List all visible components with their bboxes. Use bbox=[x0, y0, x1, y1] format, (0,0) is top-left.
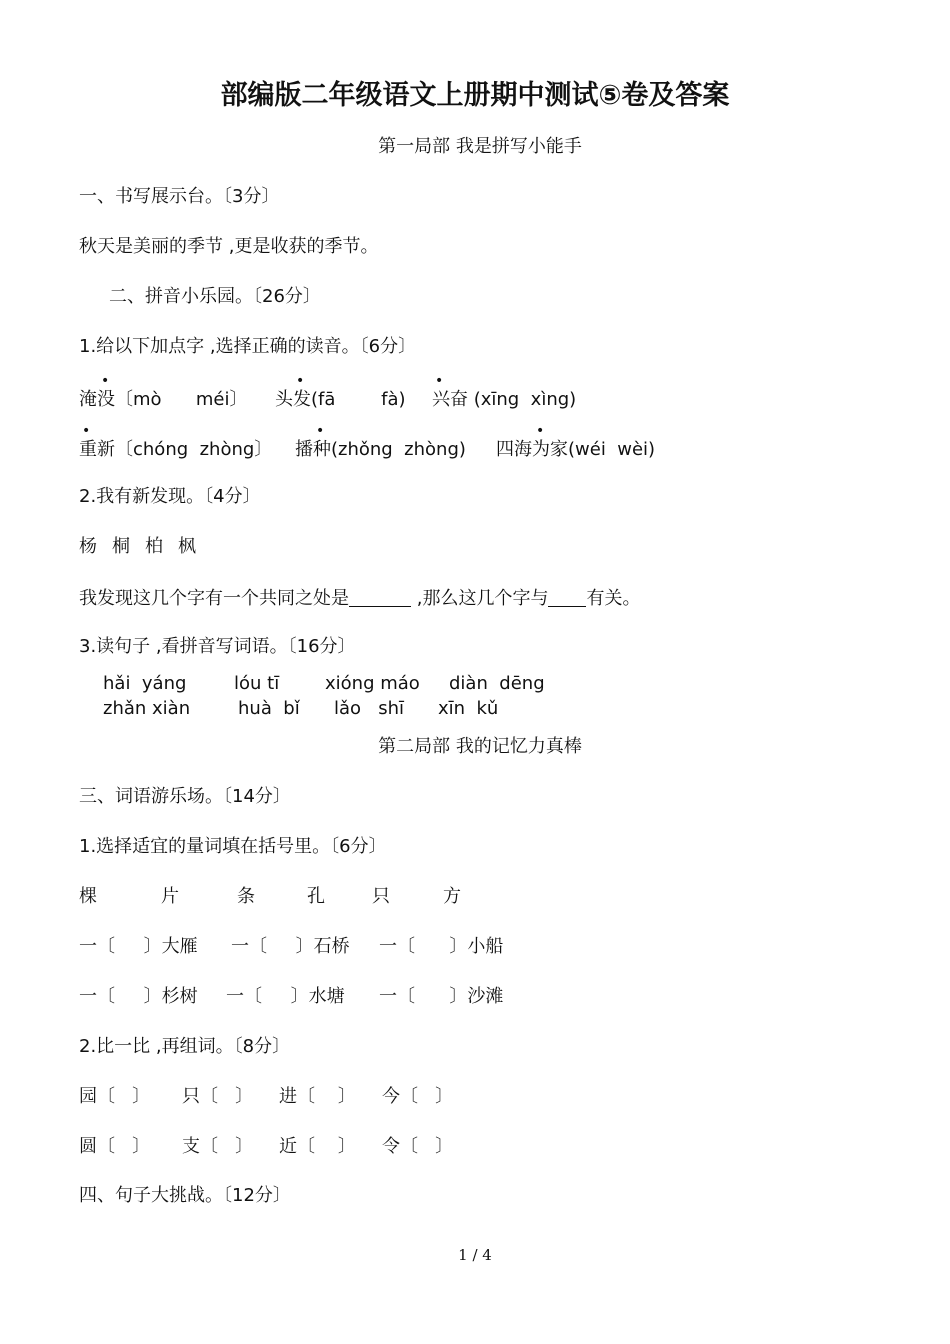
measure-word: 棵 bbox=[79, 886, 97, 907]
answer-blank[interactable] bbox=[349, 588, 411, 607]
reading-item: • 四海为家(wéi wèi) bbox=[496, 423, 656, 460]
pinyin-word: diàn dēng bbox=[449, 673, 545, 694]
pinyin-word: hǎi yáng bbox=[103, 673, 187, 694]
emphasis-dot-icon: • bbox=[296, 373, 305, 389]
fill-in-item[interactable]: 一〔 〕小船 bbox=[379, 936, 504, 957]
document-title: 部编版二年级语文上册期中测试⑤卷及答案 bbox=[220, 80, 730, 111]
q1-sentence: 秋天是美丽的季节 ,更是收获的季节。 bbox=[79, 236, 379, 257]
q2-3-heading: 3.读句子 ,看拼音写词语。〔16分〕 bbox=[79, 636, 356, 657]
reading-item: • 重新〔chóng zhòng〕 bbox=[79, 423, 273, 460]
emphasis-dot-icon: • bbox=[435, 373, 444, 389]
reading-item: • 淹没〔mò méi〕 bbox=[79, 373, 248, 410]
word-with-dot: • 淹没 bbox=[79, 373, 115, 410]
emphasis-dot-icon: • bbox=[82, 423, 91, 439]
fill-in-item[interactable]: 一〔 〕大雁 bbox=[79, 936, 198, 957]
word-with-dot: • 头发 bbox=[275, 373, 311, 410]
compare-item[interactable]: 近〔 〕 bbox=[279, 1136, 356, 1157]
pinyin-word: huà bǐ bbox=[238, 698, 300, 719]
word-with-dot: • 四海为家 bbox=[496, 423, 568, 460]
character: 杨 bbox=[79, 536, 97, 557]
pinyin-word: lóu tī bbox=[234, 673, 280, 694]
character: 柏 bbox=[145, 536, 163, 557]
fill-in-item[interactable]: 一〔 〕石桥 bbox=[231, 936, 350, 957]
part-two-heading: 第二局部 我的记忆力真棒 bbox=[378, 736, 582, 757]
fill-in-item[interactable]: 一〔 〕杉树 bbox=[79, 986, 198, 1007]
compare-item[interactable]: 圆〔 〕 bbox=[79, 1136, 151, 1157]
measure-word: 只 bbox=[372, 886, 390, 907]
compare-item[interactable]: 支〔 〕 bbox=[182, 1136, 254, 1157]
emphasis-dot-icon: • bbox=[536, 423, 545, 439]
word-with-dot: • 重新 bbox=[79, 423, 115, 460]
q4-heading: 四、句子大挑战。〔12分〕 bbox=[79, 1185, 291, 1206]
compare-item[interactable]: 进〔 〕 bbox=[279, 1086, 356, 1107]
reading-item: • 头发(fā fà) bbox=[275, 373, 406, 410]
q1-heading: 一、书写展示台。〔3分〕 bbox=[79, 186, 280, 207]
compare-item[interactable]: 园〔 〕 bbox=[79, 1086, 151, 1107]
character: 枫 bbox=[178, 536, 196, 557]
q2-heading: 二、拼音小乐园。〔26分〕 bbox=[109, 286, 321, 307]
pinyin-word: xīn kǔ bbox=[438, 698, 499, 719]
character-list bbox=[79, 538, 196, 556]
q2-2-heading: 2.我有新发现。〔4分〕 bbox=[79, 486, 261, 507]
page-indicator: 1 / 4 bbox=[458, 1246, 492, 1264]
q3-1-heading: 1.选择适宜的量词填在括号里。〔6分〕 bbox=[79, 836, 387, 857]
q2-1-heading: 1.给以下加点字 ,选择正确的读音。〔6分〕 bbox=[79, 336, 417, 357]
reading-item: • 兴奋 (xīng xìng) bbox=[432, 373, 577, 410]
emphasis-dot-icon: • bbox=[316, 423, 325, 439]
fill-in-item[interactable]: 一〔 〕水塘 bbox=[226, 986, 345, 1007]
emphasis-dot-icon: • bbox=[101, 373, 110, 389]
measure-word: 片 bbox=[161, 886, 179, 907]
answer-blank[interactable] bbox=[548, 588, 586, 607]
compare-item[interactable]: 令〔 〕 bbox=[382, 1136, 454, 1157]
compare-item[interactable]: 今〔 〕 bbox=[382, 1086, 454, 1107]
pinyin-word: zhǎn xiàn bbox=[103, 698, 191, 719]
pinyin-word: xióng máo bbox=[325, 673, 420, 694]
fill-in-item[interactable]: 一〔 〕沙滩 bbox=[379, 986, 504, 1007]
q3-2-heading: 2.比一比 ,再组词。〔8分〕 bbox=[79, 1036, 291, 1057]
word-with-dot: • 兴奋 bbox=[432, 373, 468, 410]
reading-item: • 播种(zhǒng zhòng) bbox=[295, 423, 466, 460]
measure-word: 方 bbox=[443, 886, 461, 907]
character: 桐 bbox=[112, 536, 130, 557]
word-with-dot: • 播种 bbox=[295, 423, 331, 460]
discovery-sentence: 我发现这几个字有一个共同之处是 ,那么这几个字与 有关。 bbox=[79, 588, 641, 609]
measure-word: 条 bbox=[237, 886, 255, 907]
pinyin-word: lǎo shī bbox=[334, 698, 404, 719]
part-one-heading: 第一局部 我是拼写小能手 bbox=[378, 136, 582, 157]
compare-item[interactable]: 只〔 〕 bbox=[182, 1086, 254, 1107]
measure-word: 孔 bbox=[307, 886, 325, 907]
q3-heading: 三、词语游乐场。〔14分〕 bbox=[79, 786, 291, 807]
